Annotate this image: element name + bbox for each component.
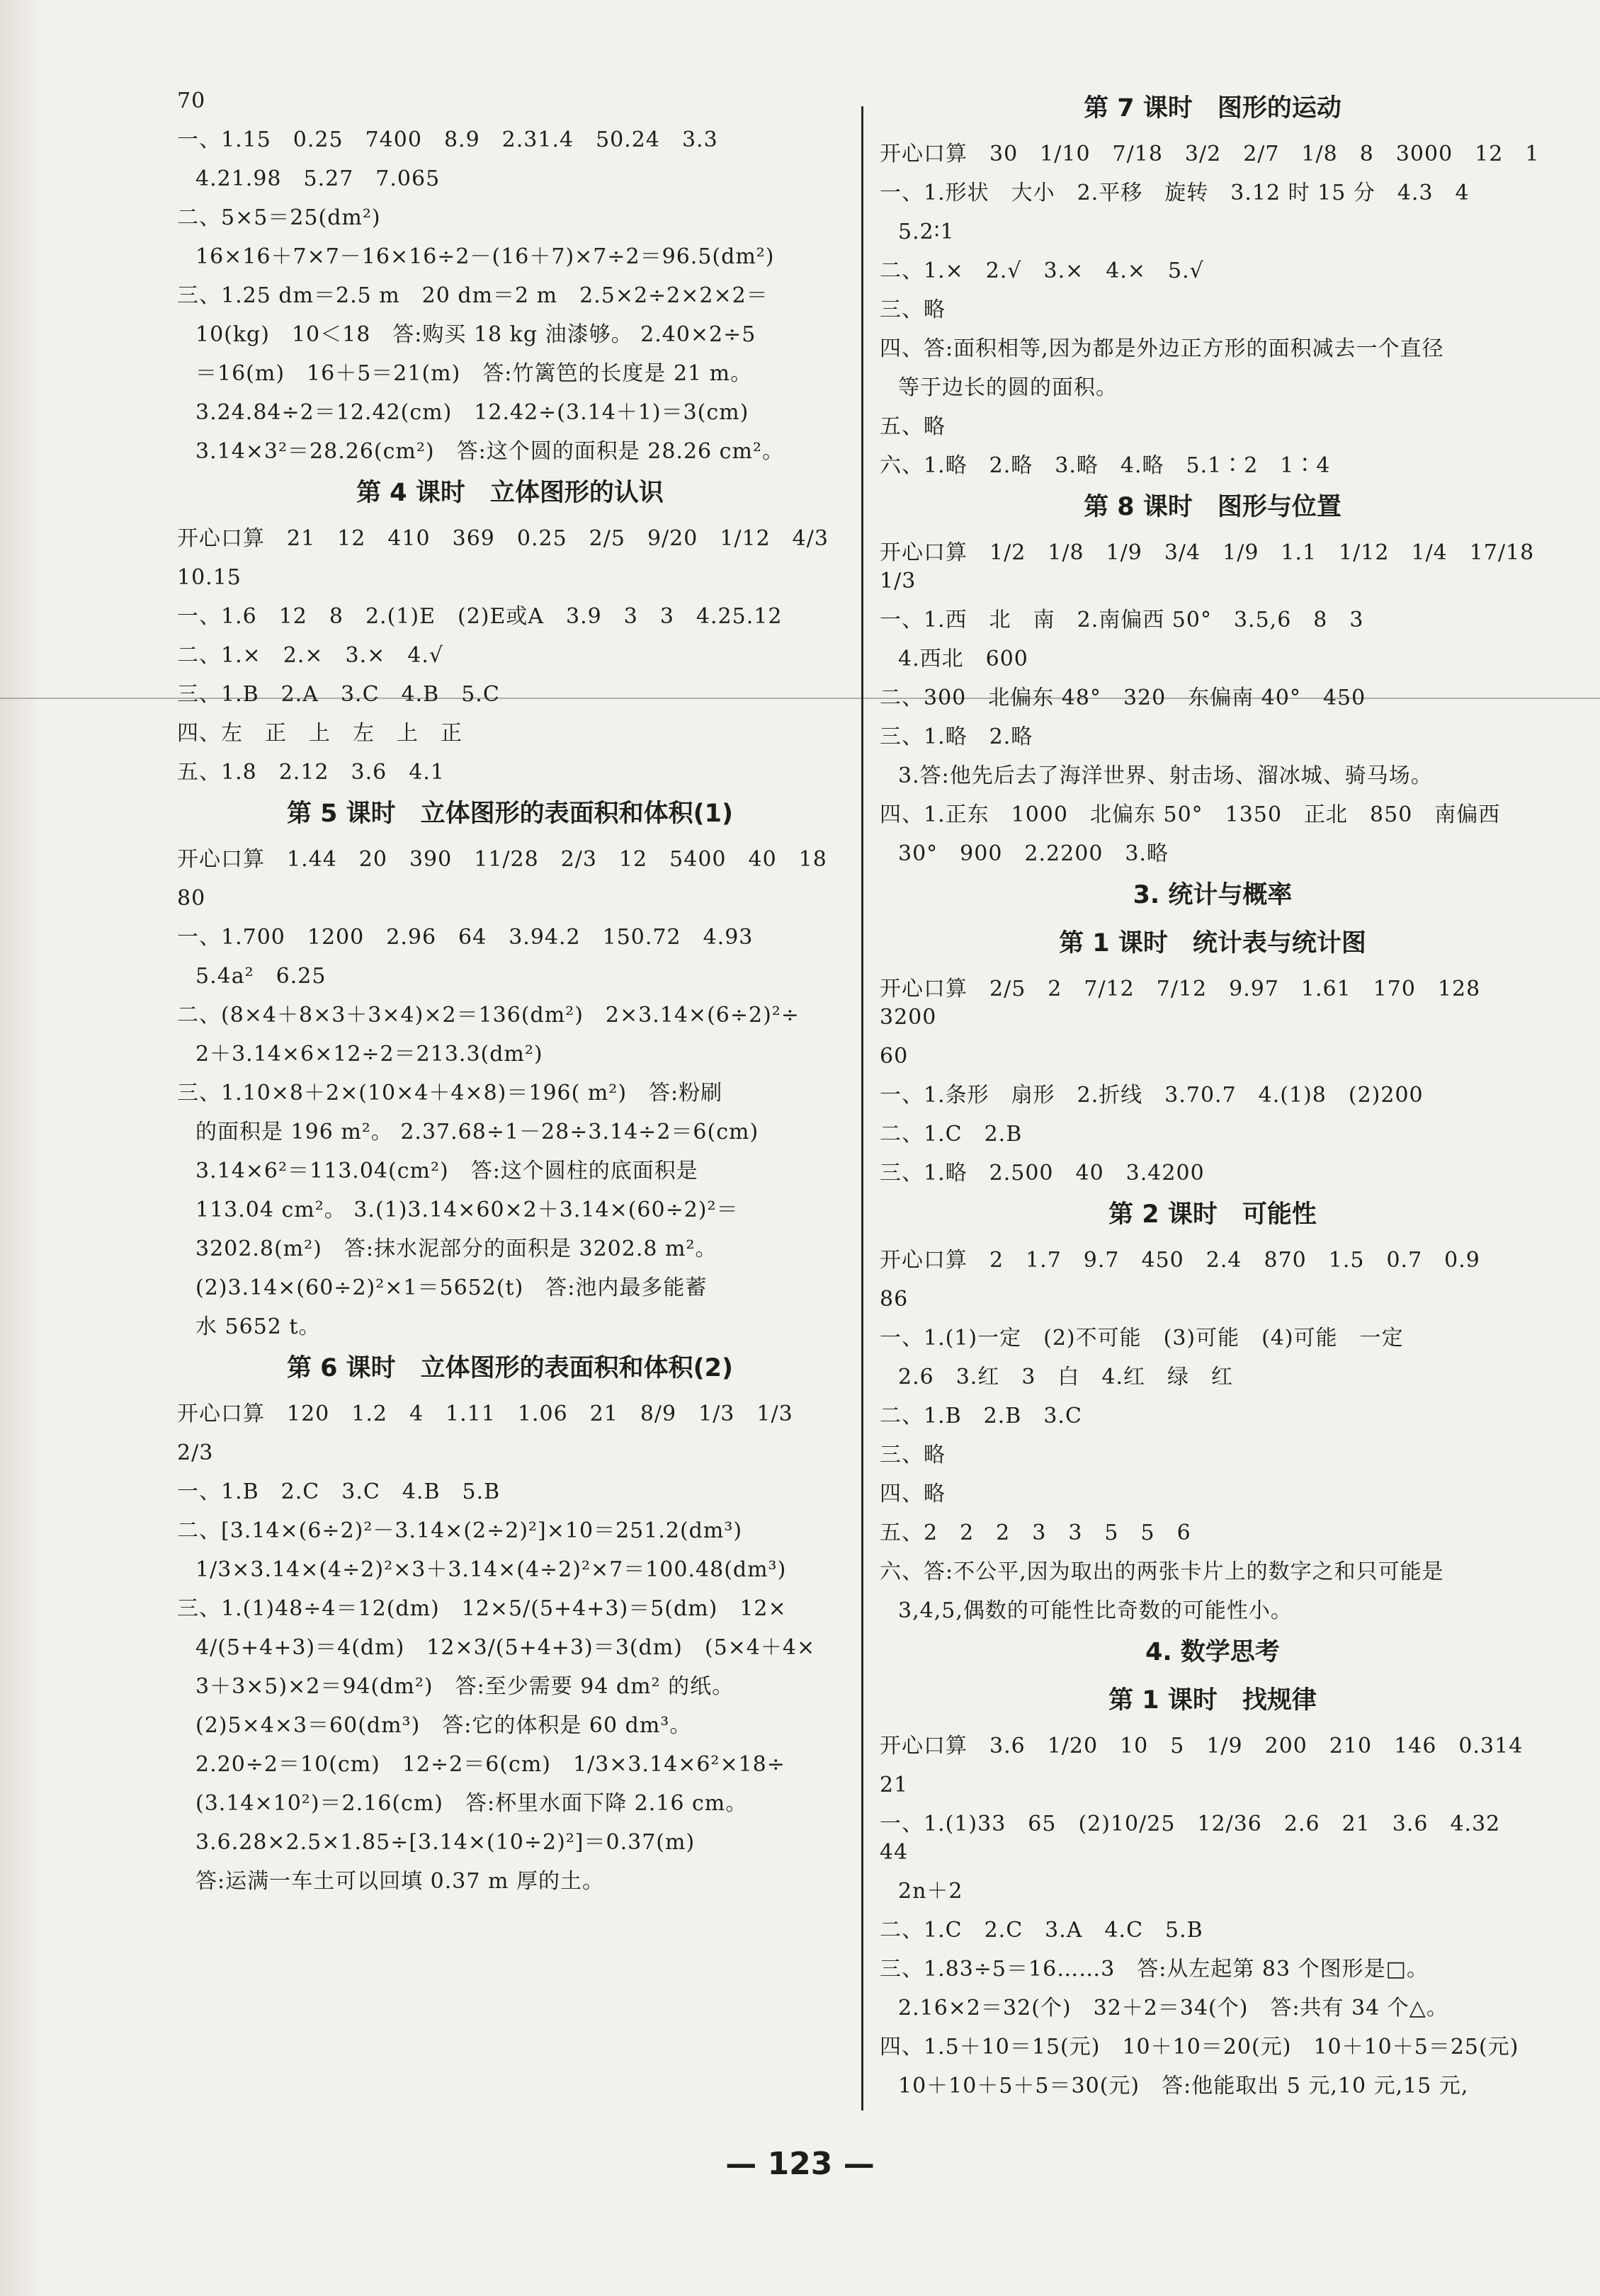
answer-line: 3.14×6²＝113.04(cm²) 答:这个圆柱的底面积是: [195, 1159, 698, 1183]
answer-line: 三、1.10×8＋2×(10×4＋4×8)＝196( m²) 答:粉刷: [177, 1081, 723, 1106]
answer-line: 3.答:他先后去了海洋世界、射击场、溜冰城、骑马场。: [898, 763, 1433, 788]
answer-line: 4.21.98 5.27 7.065: [195, 166, 441, 191]
answer-line: 一、1.700 1200 2.96 64 3.94.2 150.72 4.93: [177, 925, 754, 950]
section-heading: 第 2 课时 可能性: [1108, 1200, 1317, 1229]
column-divider: [861, 106, 863, 2110]
answer-line: 开心口算 21 12 410 369 0.25 2/5 9/20 1/12 4/3: [177, 526, 829, 551]
answer-line: 80: [177, 886, 206, 911]
answer-line: 10.15: [177, 565, 242, 590]
answer-line: 二、1.C 2.C 3.A 4.C 5.B: [880, 1918, 1203, 1943]
answer-line: 二、1.× 2.× 3.× 4.√: [177, 643, 444, 668]
answer-line: 二、(8×4＋8×3＋3×4)×2＝136(dm²) 2×3.14×(6÷2)²÷: [177, 1003, 800, 1028]
answer-line: 二、300 北偏东 48° 320 东偏南 40° 450: [880, 686, 1366, 710]
answer-line: 五、略: [880, 414, 946, 439]
answer-line: 二、1.× 2.√ 3.× 4.× 5.√: [880, 258, 1204, 283]
answer-line: 六、1.略 2.略 3.略 4.略 5.1∶2 1∶4: [880, 453, 1331, 478]
answer-line: (3.14×10²)＝2.16(cm) 答:杯里水面下降 2.16 cm。: [195, 1791, 748, 1816]
answer-line: 10(kg) 10＜18 答:购买 18 kg 油漆够。 2.40×2÷5: [195, 322, 756, 347]
answer-line: 三、1.(1)48÷4＝12(dm) 12×5/(5+4+3)＝5(dm) 12×: [177, 1596, 787, 1621]
section-heading: 第 1 课时 找规律: [1108, 1686, 1317, 1715]
answer-line: 开心口算 2/5 2 7/12 7/12 9.97 1.61 170 128 3200: [880, 977, 1503, 1030]
answer-line: 3.6.28×2.5×1.85÷[3.14×(10÷2)²]＝0.37(m): [195, 1830, 696, 1855]
answer-line: (2)5×4×3＝60(dm³) 答:它的体积是 60 dm³。: [195, 1713, 692, 1738]
answer-line: 113.04 cm²。 3.(1)3.14×60×2＋3.14×(60÷2)²＝: [195, 1198, 739, 1222]
section-heading: 第 7 课时 图形的运动: [1084, 94, 1341, 123]
answer-line: 二、1.C 2.B: [880, 1122, 1023, 1147]
answer-line: 开心口算 1.44 20 390 11/28 2/3 12 5400 40 18: [177, 847, 827, 872]
answer-line: 30° 900 2.2200 3.略: [898, 841, 1169, 866]
answer-line: 2n＋2: [898, 1879, 963, 1904]
answer-line: 一、1.15 0.25 7400 8.9 2.31.4 50.24 3.3: [177, 127, 718, 152]
answer-line: 开心口算 2 1.7 9.7 450 2.4 870 1.5 0.7 0.9: [880, 1248, 1480, 1273]
answer-line: 3,4,5,偶数的可能性比奇数的可能性小。: [898, 1598, 1293, 1623]
answer-line: 二、[3.14×(6÷2)²－3.14×(2÷2)²]×10＝251.2(dm³): [177, 1518, 743, 1543]
answer-line: ＝16(m) 16＋5＝21(m) 答:竹篱笆的长度是 21 m。: [195, 361, 753, 386]
answer-line: 三、1.B 2.A 3.C 4.B 5.C: [177, 682, 500, 707]
answer-line: 2.6 3.红 3 白 4.红 绿 红: [898, 1365, 1234, 1389]
section-heading: 4. 数学思考: [1145, 1638, 1280, 1666]
answer-line: 三、略: [880, 297, 946, 322]
answer-line: 4.西北 600: [898, 647, 1028, 671]
answer-line: 60: [880, 1044, 909, 1069]
answer-line: 一、1.(1)一定 (2)不可能 (3)可能 (4)可能 一定: [880, 1326, 1404, 1351]
answer-line: 3＋3×5)×2＝94(dm²) 答:至少需要 94 dm² 的纸。: [195, 1674, 734, 1699]
answer-line: 1/3×3.14×(4÷2)²×3＋3.14×(4÷2)²×7＝100.48(dm³): [195, 1557, 787, 1582]
right-column: [880, 84, 1557, 2111]
answer-line: 三、1.83÷5＝16……3 答:从左起第 83 个图形是□。: [880, 1957, 1429, 1982]
answer-line: 一、1.形状 大小 2.平移 旋转 3.12 时 15 分 4.3 4: [880, 181, 1470, 205]
answer-line: 5.2∶1: [898, 220, 955, 244]
answer-line: 一、1.(1)33 65 (2)10/25 12/36 2.6 21 3.6 4.32 44: [880, 1812, 1523, 1865]
section-heading: 第 4 课时 立体图形的认识: [356, 479, 664, 507]
answer-line: 86: [880, 1287, 909, 1312]
answer-line: 二、1.B 2.B 3.C: [880, 1404, 1082, 1428]
answer-line: 三、1.略 2.略: [880, 724, 1033, 749]
answer-line: 一、1.B 2.C 3.C 4.B 5.B: [177, 1479, 501, 1504]
answer-line: 16×16＋7×7－16×16÷2－(16＋7)×7÷2＝96.5(dm²): [195, 244, 775, 269]
answer-line: 六、答:不公平,因为取出的两张卡片上的数字之和只可能是: [880, 1559, 1444, 1584]
answer-line: 二、5×5＝25(dm²): [177, 205, 381, 230]
answer-line: 10＋10＋5＋5＝30(元) 答:他能取出 5 元,10 元,15 元,: [898, 2074, 1469, 2098]
answer-line: 3.14×3²＝28.26(cm²) 答:这个圆的面积是 28.26 cm²。: [195, 439, 784, 464]
answer-line: 2.20÷2＝10(cm) 12÷2＝6(cm) 1/3×3.14×6²×18÷: [195, 1752, 785, 1777]
scan-shadow-left: [0, 0, 42, 2296]
answer-line: 水 5652 t。: [195, 1314, 321, 1339]
answer-line: 3202.8(m²) 答:抹水泥部分的面积是 3202.8 m²。: [195, 1237, 717, 1261]
answer-line: 开心口算 3.6 1/20 10 5 1/9 200 210 146 0.314: [880, 1734, 1524, 1758]
answer-line: 的面积是 196 m²。 2.37.68÷1－28÷3.14÷2＝6(cm): [195, 1120, 759, 1144]
answer-line: 3.24.84÷2＝12.42(cm) 12.42÷(3.14＋1)＝3(cm): [195, 400, 749, 425]
answer-line: 四、答:面积相等,因为都是外边正方形的面积减去一个直径: [880, 336, 1444, 361]
answer-line: 一、1.西 北 南 2.南偏西 50° 3.5,6 8 3: [880, 608, 1364, 632]
page-number: — 123 —: [725, 2146, 875, 2182]
answer-line: 五、1.8 2.12 3.6 4.1: [177, 760, 445, 785]
answer-line: 5.4a² 6.25: [195, 964, 327, 989]
answer-line: 三、略: [880, 1443, 946, 1467]
section-heading: 3. 统计与概率: [1133, 881, 1293, 909]
answer-line: 四、1.正东 1000 北偏东 50° 1350 正北 850 南偏西: [880, 802, 1501, 827]
section-heading: 第 6 课时 立体图形的表面积和体积(2): [286, 1354, 734, 1382]
answer-line: 21: [880, 1773, 909, 1797]
section-heading: 第 5 课时 立体图形的表面积和体积(1): [286, 800, 734, 828]
answer-line: 70: [177, 89, 206, 113]
left-column: [177, 84, 843, 1906]
answer-line: 五、2 2 2 3 3 5 5 6: [880, 1521, 1191, 1545]
section-heading: 第 8 课时 图形与位置: [1084, 493, 1341, 521]
answer-line: 开心口算 120 1.2 4 1.11 1.06 21 8/9 1/3 1/3: [177, 1402, 793, 1426]
answer-line: 等于边长的圆的面积。: [898, 375, 1118, 400]
answer-line: 2.16×2＝32(个) 32＋2＝34(个) 答:共有 34 个△。: [898, 1996, 1448, 2021]
answer-line: (2)3.14×(60÷2)²×1＝5652(t) 答:池内最多能蓄: [195, 1275, 708, 1300]
answer-line: 开心口算 30 1/10 7/18 3/2 2/7 1/8 8 3000 12 1: [880, 142, 1540, 166]
answer-line: 2＋3.14×6×12÷2＝213.3(dm²): [195, 1042, 543, 1067]
answer-line: 四、略: [880, 1482, 946, 1506]
answer-line: 四、左 正 上 左 上 正: [177, 721, 463, 746]
answer-line: 2/3: [177, 1440, 214, 1465]
answer-line: 开心口算 1/2 1/8 1/9 3/4 1/9 1.1 1/12 1/4 17/18 1/3: [880, 540, 1557, 593]
answer-line: 答:运满一车土可以回填 0.37 m 厚的土。: [195, 1869, 604, 1894]
answer-line: 三、1.略 2.500 40 3.4200: [880, 1161, 1205, 1186]
answer-line: 4/(5+4+3)＝4(dm) 12×3/(5+4+3)＝3(dm) (5×4＋4×: [195, 1635, 816, 1660]
answer-line: 四、1.5＋10＝15(元) 10＋10＝20(元) 10＋10＋5＝25(元): [880, 2035, 1519, 2059]
answer-line: 三、1.25 dm＝2.5 m 20 dm＝2 m 2.5×2÷2×2×2＝: [177, 283, 768, 308]
answer-line: 一、1.条形 扇形 2.折线 3.70.7 4.(1)8 (2)200: [880, 1083, 1424, 1108]
section-heading: 第 1 课时 统计表与统计图: [1059, 929, 1366, 957]
answer-line: 一、1.6 12 8 2.(1)E (2)E或A 3.9 3 3 4.25.12: [177, 604, 783, 629]
